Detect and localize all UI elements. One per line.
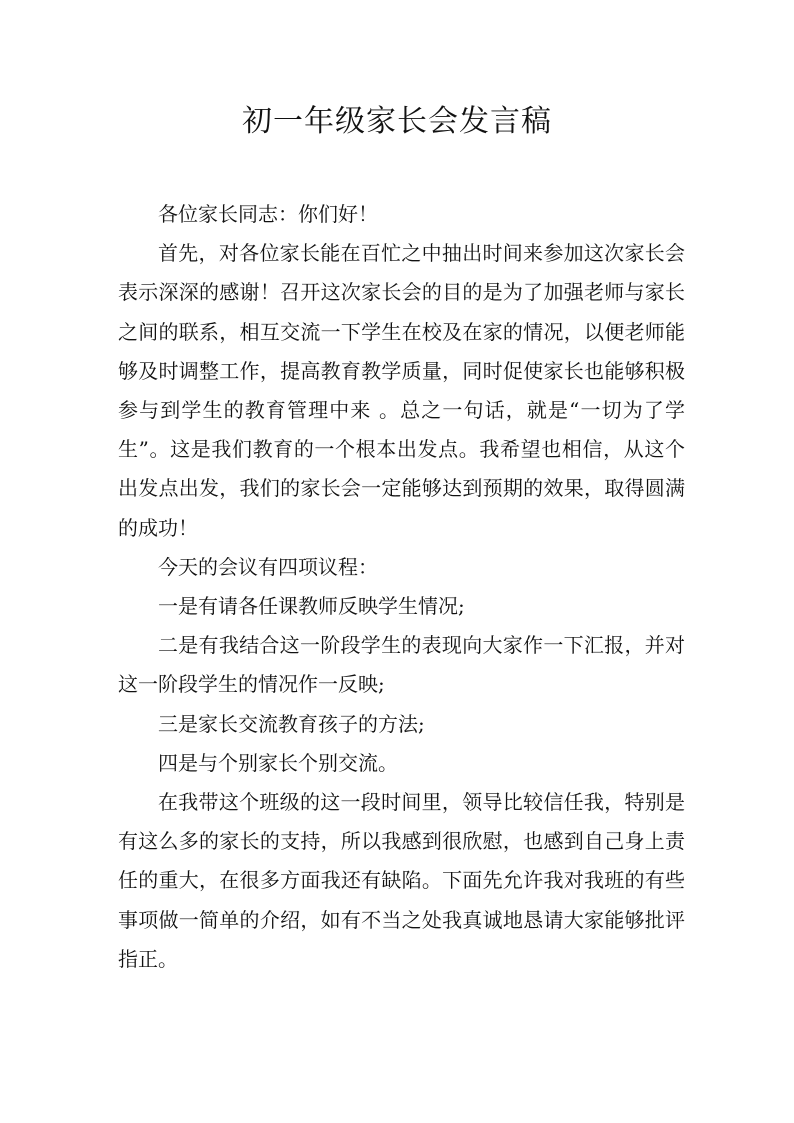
document-title: 初一年级家长会发言稿 [242, 104, 552, 139]
paragraph-closing: 在我带这个班级的这一段时间里，领导比较信任我，特别是有这么多的家长的支持，所以我感到很欣慰，也感到自己身上责任的重大，在很多方面我还有缺陷。下面先允许我对我班的有些事项做一简单的介绍，如有不当之处我真诚地恳请大家能够批评指正。 [118, 790, 685, 971]
paragraph-agenda-heading: 今天的会议有四项议程： [158, 554, 378, 579]
agenda-item-3: 三是家长交流教育孩子的方法; [158, 711, 425, 736]
agenda-item-4: 四是与个别家长个别交流。 [158, 750, 398, 775]
paragraph-greeting: 各位家长同志：你们好！ [158, 202, 378, 226]
agenda-item-2: 二是有我结合这一阶段学生的表现向大家作一下汇报，并对这一阶段学生的情况作一反映; [118, 633, 685, 697]
document-body [118, 195, 685, 979]
paragraph-introduction: 首先，对各位家长能在百忙之中抽出时间来参加这次家长会表示深深的感谢！召开这次家长会的目的是为了加强老师与家长之间的联系，相互交流一下学生在校及在家的情况，以便老师能够及时调整工作，提高教育教学质量，同时促使家长也能够积极参与到学生的教育管理中来 。总之一句话，就是“一切为了学生”。这是我们教育的一个根本出发点。我希望也相信，从这个出发点出发，我们的家长会一定能够达到预期的效果，取得圆满的成功！ [118, 241, 685, 540]
agenda-item-1: 一是有请各任课教师反映学生情况; [158, 594, 465, 619]
